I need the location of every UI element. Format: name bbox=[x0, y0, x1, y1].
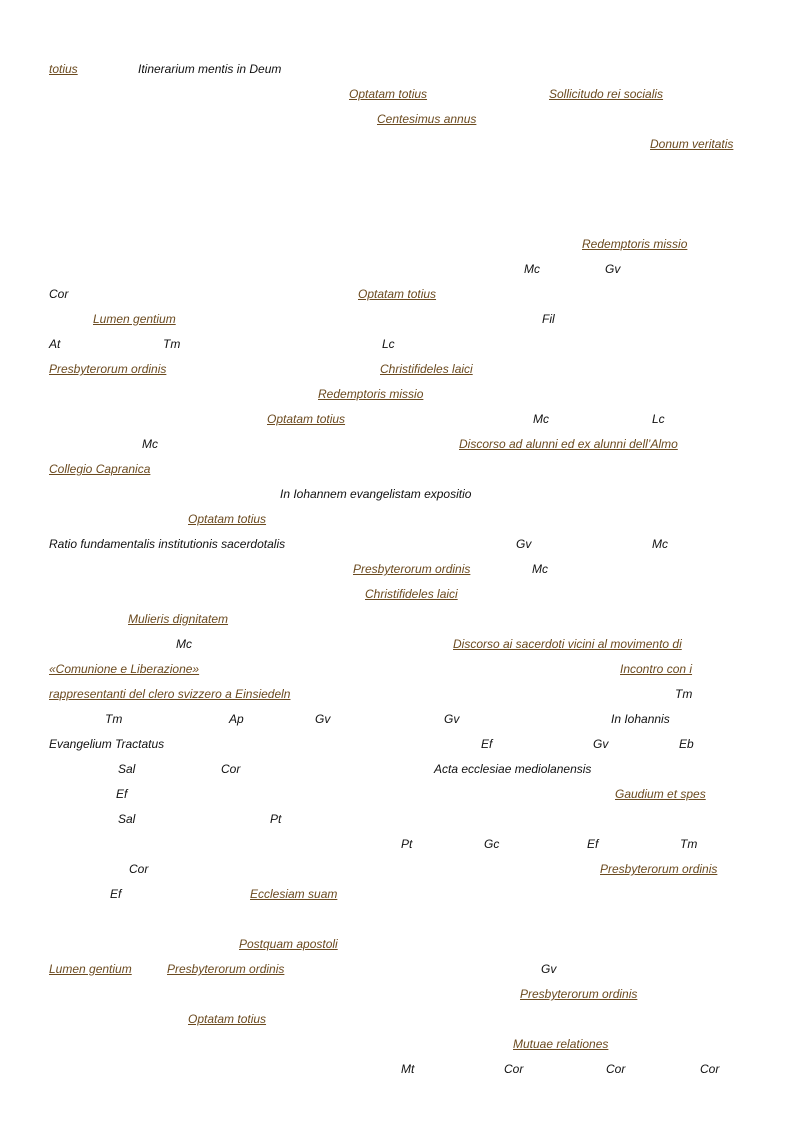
citation-text: Cor bbox=[221, 762, 241, 776]
citation-text: Gv bbox=[593, 737, 609, 751]
citation-text: Sal bbox=[118, 762, 136, 776]
document-link[interactable]: Mulieris dignitatem bbox=[128, 612, 229, 626]
citation-text: Ap bbox=[229, 712, 244, 726]
citation-text: Itinerarium mentis in Deum bbox=[138, 62, 282, 76]
citation-text: Mc bbox=[532, 562, 548, 576]
document-link[interactable]: Mutuae relationes bbox=[513, 1037, 609, 1051]
document-link[interactable]: «Comunione e Liberazione» bbox=[49, 662, 200, 676]
citation-text: Lc bbox=[382, 337, 395, 351]
citation-text: Eb bbox=[679, 737, 694, 751]
citation-text: Mc bbox=[533, 412, 549, 426]
citation-text: In Iohannem evangelistam expositio bbox=[280, 487, 472, 501]
document-link[interactable]: rappresentanti del clero svizzero a Einsiedeln bbox=[49, 687, 291, 701]
document-link[interactable]: Presbyterorum ordinis bbox=[49, 362, 167, 376]
citation-text: Gv bbox=[444, 712, 460, 726]
citation-text: Fil bbox=[542, 312, 555, 326]
citation-text: Sal bbox=[118, 812, 136, 826]
document-link[interactable]: Optatam totius bbox=[267, 412, 346, 426]
citation-text: Gv bbox=[516, 537, 532, 551]
document-link[interactable]: Postquam apostoli bbox=[239, 937, 338, 951]
citation-text: Ef bbox=[116, 787, 128, 801]
citation-text: At bbox=[49, 337, 61, 351]
citation-text: Cor bbox=[129, 862, 149, 876]
citation-text: Tm bbox=[163, 337, 181, 351]
citation-text: Acta ecclesiae mediolanensis bbox=[434, 762, 592, 776]
citation-text: Cor bbox=[700, 1062, 720, 1076]
citation-text: Ef bbox=[110, 887, 122, 901]
citation-text: Mc bbox=[142, 437, 158, 451]
document-link[interactable]: Optatam totius bbox=[188, 512, 267, 526]
document-link[interactable]: Sollicitudo rei socialis bbox=[549, 87, 664, 101]
citation-text: Tm bbox=[680, 837, 698, 851]
document-link[interactable]: Christifideles laici bbox=[365, 587, 458, 601]
citation-text: Tm bbox=[105, 712, 123, 726]
citation-text: Gv bbox=[605, 262, 621, 276]
citation-text: Mc bbox=[524, 262, 540, 276]
citation-text: Gv bbox=[541, 962, 557, 976]
document-link[interactable]: Lumen gentium bbox=[49, 962, 132, 976]
document-link[interactable]: Optatam totius bbox=[358, 287, 437, 301]
document-link[interactable]: Redemptoris missio bbox=[582, 237, 688, 251]
document-link[interactable]: Presbyterorum ordinis bbox=[520, 987, 638, 1001]
citation-text: Ratio fundamentalis institutionis sacerdotalis bbox=[49, 537, 286, 551]
document-link[interactable]: Centesimus annus bbox=[377, 112, 477, 126]
citation-text: Pt bbox=[270, 812, 282, 826]
citation-text: Mc bbox=[652, 537, 668, 551]
citation-text: Gv bbox=[315, 712, 331, 726]
citation-text: Mc bbox=[176, 637, 192, 651]
citation-text: Cor bbox=[606, 1062, 626, 1076]
document-link[interactable]: Lumen gentium bbox=[93, 312, 176, 326]
document-link[interactable]: Gaudium et spes bbox=[615, 787, 706, 801]
document-link[interactable]: Discorso ad alunni ed ex alunni dell’Almo bbox=[459, 437, 678, 451]
document-link[interactable]: Discorso ai sacerdoti vicini al movimento di bbox=[453, 637, 682, 651]
document-link[interactable]: Ecclesiam suam bbox=[250, 887, 338, 901]
citation-text: Gc bbox=[484, 837, 500, 851]
citation-text: Evangelium Tractatus bbox=[49, 737, 165, 751]
document-link[interactable]: Presbyterorum ordinis bbox=[167, 962, 285, 976]
document-link[interactable]: Presbyterorum ordinis bbox=[353, 562, 471, 576]
document-link[interactable]: Redemptoris missio bbox=[318, 387, 424, 401]
document-link[interactable]: Incontro con i bbox=[620, 662, 693, 676]
document-link[interactable]: Presbyterorum ordinis bbox=[600, 862, 718, 876]
document-link[interactable]: totius bbox=[49, 62, 78, 76]
citation-text: Tm bbox=[675, 687, 693, 701]
citation-text: In Iohannis bbox=[611, 712, 670, 726]
document-link[interactable]: Donum veritatis bbox=[650, 137, 734, 151]
citation-text: Pt bbox=[401, 837, 413, 851]
document-link[interactable]: Optatam totius bbox=[349, 87, 428, 101]
document-link[interactable]: Christifideles laici bbox=[380, 362, 473, 376]
citation-text: Cor bbox=[504, 1062, 524, 1076]
citation-text: Mt bbox=[401, 1062, 415, 1076]
citation-text: Ef bbox=[481, 737, 493, 751]
document-link[interactable]: Collegio Capranica bbox=[49, 462, 151, 476]
citation-text: Cor bbox=[49, 287, 69, 301]
citation-text: Ef bbox=[587, 837, 599, 851]
citation-text: Lc bbox=[652, 412, 665, 426]
document-link[interactable]: Optatam totius bbox=[188, 1012, 267, 1026]
